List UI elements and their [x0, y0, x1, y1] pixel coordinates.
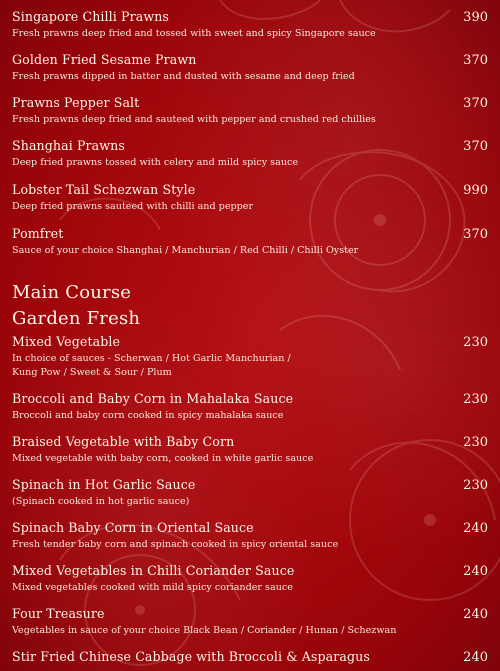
- menu-item: [12, 95, 488, 127]
- item-description: Broccoli and baby corn cooked in spicy mahalaka sauce: [12, 410, 284, 421]
- menu-item: [12, 334, 488, 380]
- item-price: 990: [463, 183, 488, 198]
- item-description: Mixed vegetable with baby corn, cooked in white garlic sauce: [12, 453, 314, 464]
- menu-item: [12, 182, 488, 214]
- item-price: 370: [463, 139, 488, 154]
- menu-item: [12, 391, 488, 423]
- item-description: In choice of sauces - Scherwan / Hot Garlic Manchurian /: [12, 353, 291, 364]
- menu-item: [12, 138, 488, 170]
- item-name: Spinach in Hot Garlic Sauce: [12, 477, 196, 492]
- item-price: 390: [463, 10, 488, 25]
- item-price: 240: [463, 650, 488, 665]
- menu-item: [12, 9, 488, 41]
- item-description: Fresh prawns deep fried and tossed with sweet and spicy Singapore sauce: [12, 28, 376, 39]
- item-description: (Spinach cooked in hot garlic sauce): [12, 496, 190, 507]
- menu-item: [12, 434, 488, 466]
- item-description: Sauce of your choice Shanghai / Manchurian / Red Chilli / Chilli Oyster: [12, 245, 359, 256]
- item-price: 370: [463, 227, 488, 242]
- item-name: Spinach Baby Corn in Oriental Sauce: [12, 520, 254, 535]
- item-name: Singapore Chilli Prawns: [12, 9, 169, 24]
- item-price: 230: [463, 392, 488, 407]
- item-name: Stir Fried Chinese Cabbage with Broccoli & Asparagus: [12, 649, 370, 664]
- item-name: Golden Fried Sesame Prawn: [12, 52, 197, 67]
- item-price: 240: [463, 521, 488, 536]
- item-description: Deep fried prawns sauteed with chilli and pepper: [12, 201, 254, 212]
- item-name: Prawns Pepper Salt: [12, 95, 140, 110]
- menu-item: [12, 563, 488, 595]
- item-name: Mixed Vegetables in Chilli Coriander Sauce: [12, 563, 295, 578]
- item-description: Fresh prawns dipped in batter and dusted with sesame and deep fried: [12, 71, 355, 82]
- item-name: Lobster Tail Schezwan Style: [12, 182, 196, 197]
- menu-item: [12, 226, 488, 258]
- item-name: Shanghai Prawns: [12, 138, 125, 153]
- item-name: Braised Vegetable with Baby Corn: [12, 434, 235, 449]
- item-description: Fresh tender baby corn and spinach cooked in spicy oriental sauce: [12, 539, 339, 550]
- item-name: Broccoli and Baby Corn in Mahalaka Sauce: [12, 391, 294, 406]
- item-description: Vegetables in sauce of your choice Black Bean / Coriander / Hunan / Schezwan: [12, 625, 397, 636]
- item-description: Deep fried prawns tossed with celery and mild spicy sauce: [12, 157, 299, 168]
- section-subtitle: Garden Fresh: [12, 308, 141, 329]
- item-description-line-2: Kung Pow / Sweet & Sour / Plum: [12, 367, 172, 378]
- menu-item: [12, 52, 488, 84]
- item-price: 230: [463, 335, 488, 350]
- item-name: Mixed Vegetable: [12, 334, 121, 349]
- item-name: Four Treasure: [12, 606, 105, 621]
- item-description: Mixed vegetables cooked with mild spicy coriander sauce: [12, 582, 293, 593]
- item-price: 240: [463, 564, 488, 579]
- menu-item: [12, 520, 488, 552]
- item-price: 230: [463, 435, 488, 450]
- menu-item: [12, 477, 488, 509]
- item-name: Pomfret: [12, 226, 64, 241]
- item-price: 230: [463, 478, 488, 493]
- item-description: Fresh prawns deep fried and sauteed with pepper and crushed red chillies: [12, 114, 376, 125]
- menu-item: [12, 649, 488, 665]
- item-price: 370: [463, 96, 488, 111]
- item-price: 370: [463, 53, 488, 68]
- item-price: 240: [463, 607, 488, 622]
- menu-item: [12, 606, 488, 638]
- section-title: Main Course: [12, 282, 132, 303]
